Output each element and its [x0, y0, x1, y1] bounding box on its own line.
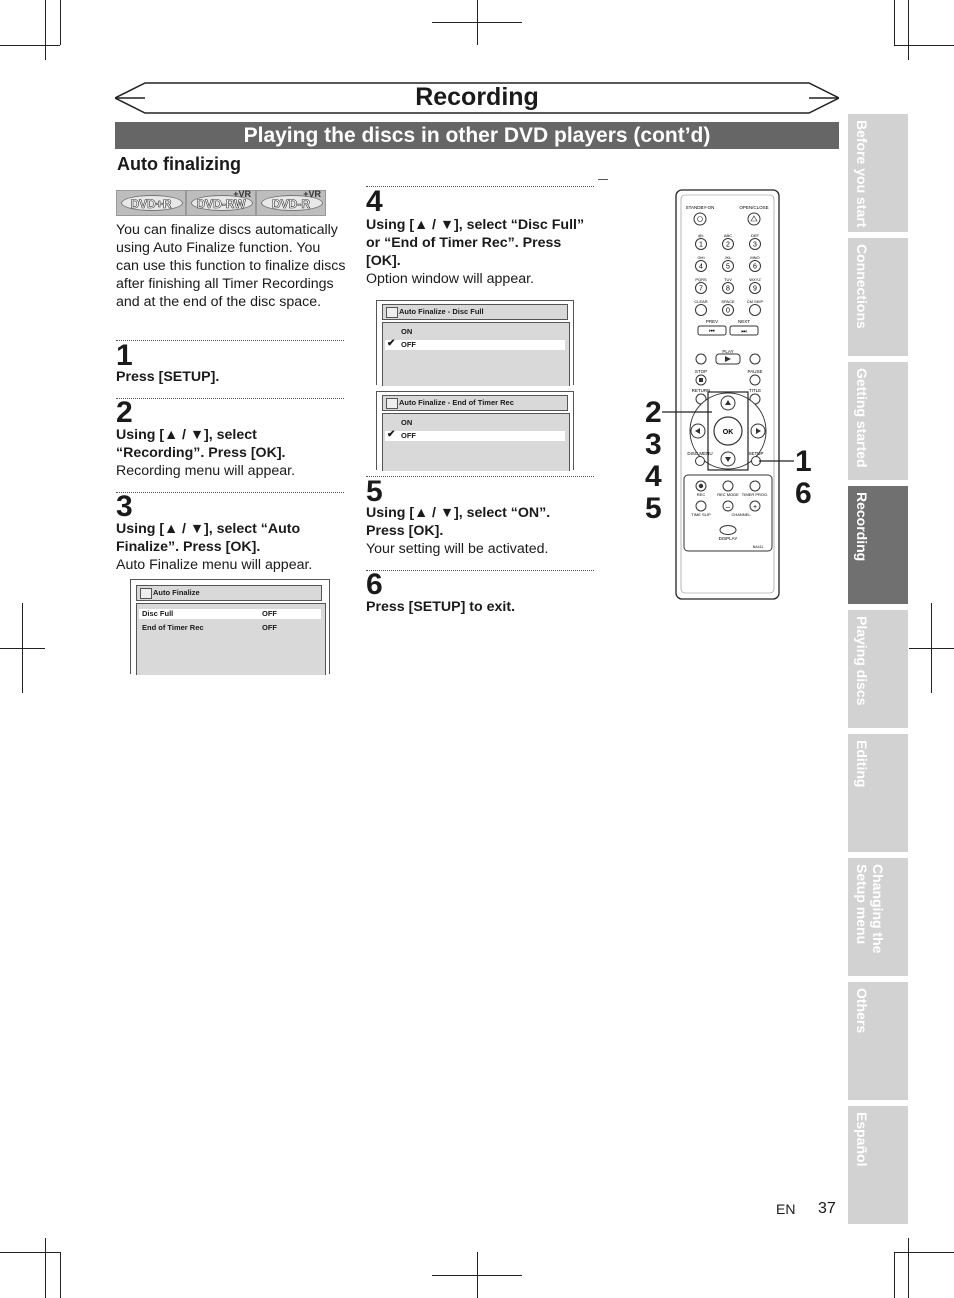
divider — [116, 492, 344, 493]
disc-full-screen: Auto Finalize - Disc Full ON ✔ OFF — [376, 300, 574, 385]
ok-button: OK — [722, 429, 734, 436]
key-sublabel: GHI — [697, 255, 705, 260]
end-timer-row: End of Timer Rec — [142, 623, 204, 632]
svg-text:TITLE: TITLE — [748, 388, 762, 393]
svg-text:NEXT: NEXT — [737, 319, 751, 324]
tab-getting-started[interactable]: Getting started — [848, 362, 908, 480]
disc-full-row: Disc Full — [142, 609, 174, 618]
tab-changing-setup-menu[interactable]: Changing the Setup menu — [848, 858, 908, 976]
key-number: 1 — [699, 241, 703, 249]
svg-text:RETURN: RETURN — [691, 388, 711, 393]
option-off: OFF — [401, 340, 416, 349]
svg-text:PAUSE: PAUSE — [747, 369, 763, 374]
key-number: 4 — [699, 263, 703, 271]
step-6-number: 6 — [366, 568, 383, 601]
step-5-instruction: Using [▲ / ▼], select “ON”. Press [OK]. — [366, 505, 551, 539]
svg-text:PLAY: PLAY — [722, 349, 734, 354]
key-sublabel: JKL — [724, 255, 732, 260]
callout-1: 1 — [795, 445, 812, 478]
svg-text:TIMER PROG.: TIMER PROG. — [741, 492, 769, 497]
key-sublabel: WXYZ — [749, 277, 761, 282]
channel-up-icon: + — [752, 504, 758, 511]
svg-text:SETUP: SETUP — [748, 451, 764, 456]
end-timer-screen: Auto Finalize - End of Timer Rec ON ✔ OFF — [376, 391, 574, 470]
keypad-button — [696, 305, 707, 316]
callout-3: 3 — [645, 428, 662, 461]
tab-before-you-start[interactable]: Before you start — [848, 114, 908, 232]
rec-icon — [699, 484, 703, 488]
menu-icon — [386, 398, 398, 409]
step-4-result: Option window will appear. — [366, 271, 534, 287]
menu-icon — [386, 307, 398, 318]
step-1-number: 1 — [116, 339, 133, 372]
callout-4: 4 — [645, 460, 662, 493]
svg-text:TIME SLIP: TIME SLIP — [691, 512, 711, 517]
step-3-result: Auto Finalize menu will appear. — [116, 557, 313, 573]
step-2-number: 2 — [116, 396, 133, 429]
auto-finalize-screen: Auto Finalize Disc Full OFF End of Timer Rec OFF — [130, 579, 330, 674]
step-4-instruction: Using [▲ / ▼], select “Disc Full” or “End of Timer Rec”. Press [OK]. — [366, 217, 585, 269]
key-number: 2 — [726, 241, 730, 249]
key-number: 6 — [753, 263, 757, 271]
svg-text:NA411: NA411 — [752, 545, 764, 549]
step-1-instruction: Press [SETUP]. — [116, 369, 220, 385]
key-sublabel: DEF — [751, 233, 759, 238]
divider — [116, 398, 344, 399]
skip-back-icon: ⏮ — [709, 329, 715, 335]
key-number: 9 — [753, 285, 757, 293]
page-number: 37 — [818, 1200, 836, 1217]
language-label: EN — [776, 1201, 796, 1217]
step-6-instruction: Press [SETUP] to exit. — [366, 599, 516, 615]
step-5-result: Your setting will be activated. — [366, 541, 549, 557]
key-number: 7 — [699, 285, 703, 293]
page-subtitle: Playing the discs in other DVD players (cont’d) — [115, 122, 839, 149]
divider — [366, 570, 594, 571]
dvd-r-badge: +VR DVD-R — [256, 190, 326, 216]
remote-control — [660, 185, 820, 605]
key-number: 3 — [753, 241, 757, 249]
divider — [366, 476, 594, 477]
svg-text:DISPLAY: DISPLAY — [718, 536, 738, 541]
dvd-plus-r-badge: DVD+R — [116, 190, 186, 216]
checkmark-icon: ✔ — [387, 338, 396, 349]
step-5-number: 5 — [366, 475, 383, 508]
key-sublabel: @/: — [697, 233, 705, 238]
keypad-button — [750, 305, 761, 316]
divider — [598, 179, 608, 180]
checkmark-icon: ✔ — [387, 429, 396, 440]
key-sublabel: CLEAR — [694, 299, 708, 304]
key-sublabel: ABC — [723, 233, 733, 238]
option-off: OFF — [401, 431, 416, 440]
end-timer-value: OFF — [262, 623, 277, 632]
svg-text:CHANNEL: CHANNEL — [731, 512, 751, 517]
key-number: 5 — [726, 263, 730, 271]
key-sublabel: TUV — [724, 277, 732, 282]
key-sublabel: SPACE — [721, 299, 735, 304]
callout-5: 5 — [645, 492, 662, 525]
key-number: 0 — [726, 307, 730, 315]
svg-text:STOP: STOP — [694, 369, 708, 374]
key-sublabel: CM SKIP — [746, 299, 764, 304]
key-sublabel: MNO — [750, 255, 760, 260]
svg-text:DISC MENU: DISC MENU — [687, 451, 713, 456]
page-title: Recording — [415, 83, 539, 111]
dvd-rw-badge: +VR DVD-RW — [186, 190, 256, 216]
svg-text:PREV: PREV — [705, 319, 719, 324]
callout-2: 2 — [645, 396, 662, 429]
divider — [366, 186, 594, 187]
tab-espanol[interactable]: Español — [848, 1106, 908, 1224]
svg-text:REC: REC — [696, 492, 706, 497]
section-heading: Auto finalizing — [117, 154, 241, 174]
option-on: ON — [401, 327, 413, 336]
step-3-number: 3 — [116, 490, 133, 523]
option-on: ON — [401, 418, 413, 427]
intro-paragraph: You can finalize discs automatically using Auto Finalize function. You can use this function to finalize discs after finishing all Timer Recordings and at the end of the disc space. — [116, 222, 346, 310]
step-4-number: 4 — [366, 185, 383, 218]
step-3-instruction: Using [▲ / ▼], select “Auto Finalize”. Press [OK]. — [116, 521, 301, 555]
menu-icon — [140, 588, 152, 599]
tab-recording[interactable]: Recording — [848, 486, 908, 604]
key-sublabel: PQRS — [695, 277, 707, 282]
key-number: 8 — [726, 285, 730, 293]
disc-full-value: OFF — [262, 609, 277, 618]
svg-text:REC MODE: REC MODE — [717, 492, 739, 497]
step-2-result: Recording menu will appear. — [116, 463, 296, 479]
stop-icon — [699, 378, 703, 382]
divider — [116, 340, 344, 341]
tab-playing-discs[interactable]: Playing discs — [848, 610, 908, 728]
skip-forward-icon: ⏭ — [741, 329, 747, 335]
tab-connections[interactable]: Connections — [848, 238, 908, 356]
channel-down-icon: – — [726, 504, 730, 511]
tab-editing[interactable]: Editing — [848, 734, 908, 852]
open-close-label: OPEN/CLOSE — [739, 205, 769, 210]
callout-6: 6 — [795, 477, 812, 510]
step-2-instruction: Using [▲ / ▼], select “Recording”. Press [OK]. — [116, 427, 286, 461]
tab-others[interactable]: Others — [848, 982, 908, 1100]
standby-label: STANDBY-ON — [685, 205, 715, 210]
